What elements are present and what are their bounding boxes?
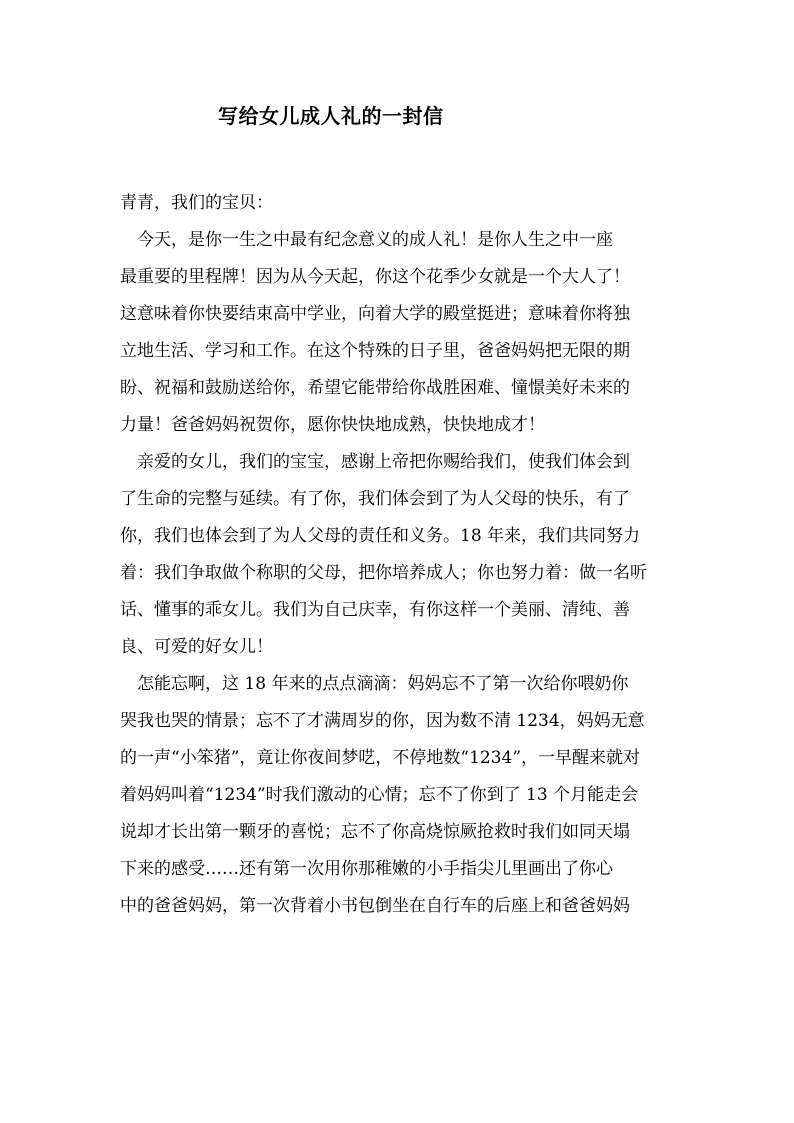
body-line: 了生命的完整与延续。有了你，我们体会到了为人父母的快乐，有了 bbox=[120, 489, 630, 509]
body-line: 着：我们争取做个称职的父母，把你培养成人；你也努力着：做一名听 bbox=[120, 563, 647, 583]
body-line: 中的爸爸妈妈，第一次背着小书包倒坐在自行车的后座上和爸爸妈妈 bbox=[120, 896, 630, 916]
body-line: 哭我也哭的情景；忘不了才满周岁的你，因为数不清 1234，妈妈无意 bbox=[120, 711, 645, 731]
body-line: 亲爱的女儿，我们的宝宝，感谢上帝把你赐给我们，使我们体会到 bbox=[120, 452, 630, 472]
body-line: 这意味着你快要结束高中学业，向着大学的殿堂挺进；意味着你将独 bbox=[120, 304, 630, 324]
letter-body bbox=[120, 185, 680, 925]
body-line: 怎能忘啊，这 18 年来的点点滴滴：妈妈忘不了第一次给你喂奶你 bbox=[120, 674, 629, 694]
body-line: 力量！爸爸妈妈祝贺你，愿你快快地成熟，快快地成才！ bbox=[120, 415, 545, 435]
body-line: 话、懂事的乖女儿。我们为自己庆幸，有你这样一个美丽、清纯、善 bbox=[120, 600, 630, 620]
body-line: 下来的感受……还有第一次用你那稚嫩的小手指尖儿里画出了你心 bbox=[120, 859, 613, 879]
body-line: 的一声“小笨猪”，竟让你夜间梦呓，不停地数“1234”，一早醒来就对 bbox=[120, 748, 641, 768]
body-line: 良、可爱的好女儿！ bbox=[120, 637, 273, 657]
body-line: 说却才长出第一颗牙的喜悦；忘不了你高烧惊厥抢救时我们如同天塌 bbox=[120, 822, 630, 842]
body-line: 着妈妈叫着“1234”时我们激动的心情；忘不了你到了 13 个月能走会 bbox=[120, 785, 639, 805]
body-line: 盼、祝福和鼓励送给你，希望它能带给你战胜困难、憧憬美好未来的 bbox=[120, 378, 630, 398]
body-line: 你，我们也体会到了为人父母的责任和义务。18 年来，我们共同努力 bbox=[120, 526, 641, 546]
body-line: 立地生活、学习和工作。在这个特殊的日子里，爸爸妈妈把无限的期 bbox=[120, 341, 630, 361]
body-line: 今天，是你一生之中最有纪念意义的成人礼！是你人生之中一座 bbox=[120, 230, 613, 250]
letter-title: 写给女儿成人礼的一封信 bbox=[218, 104, 444, 128]
salutation-line: 青青，我们的宝贝： bbox=[120, 193, 273, 213]
body-line: 最重要的里程牌！因为从今天起，你这个花季少女就是一个大人了！ bbox=[120, 267, 630, 287]
